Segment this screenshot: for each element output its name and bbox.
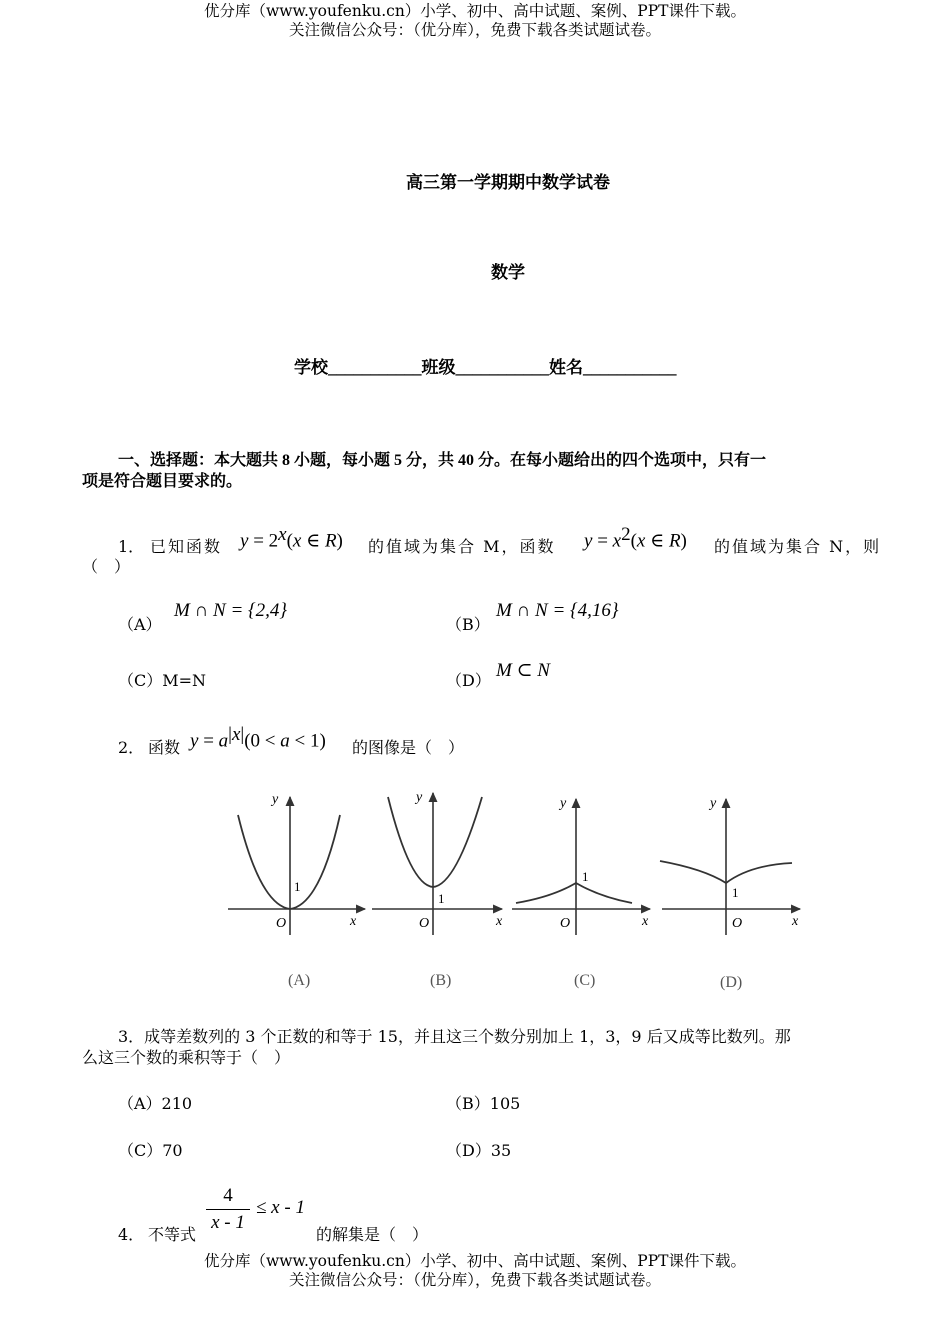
q4-text-1: 不等式 xyxy=(148,1225,197,1244)
graph-c-y-label: y xyxy=(560,796,567,811)
q1-option-b-label: （B） xyxy=(446,615,490,634)
q1-text-2: 的值域为集合 M，函数 xyxy=(368,537,556,556)
q3-option-b: （B）105 xyxy=(446,1094,521,1113)
graph-d-origin: O xyxy=(732,916,743,931)
q4-numerator: 4 xyxy=(223,1185,233,1206)
q1-answer-blank: （ ） xyxy=(82,557,131,576)
q1-number: 1． xyxy=(118,537,145,556)
exam-info-line: 学校___________班级___________姓名___________ xyxy=(294,358,677,377)
q1-option-a xyxy=(118,612,162,635)
graph-d-y-label: y xyxy=(710,796,717,811)
q3-option-d: （D）35 xyxy=(446,1141,512,1160)
exam-subject: 数学 xyxy=(491,263,525,282)
section-heading-line-1: 一、选择题：本大题共 8 小题，每小题 5 分，共 40 分。在每小题给出的四个选项中，只有一 xyxy=(118,452,767,469)
header-line-2: 关注微信公众号：（优分库），免费下载各类试题试卷。 xyxy=(288,21,661,39)
q4-denominator: x - 1 xyxy=(211,1212,245,1233)
footer-line-1: 优分库（www.youfenku.cn）小学、初中、高中试题、案例、PPT课件下载。 xyxy=(203,1252,747,1270)
graph-d-x-label: x xyxy=(792,914,799,929)
header-line-1: 优分库（www.youfenku.cn）小学、初中、高中试题、案例、PPT课件下载。 xyxy=(203,2,747,20)
graph-c-origin: O xyxy=(560,916,571,931)
q2-graphs xyxy=(220,785,820,995)
graph-a-x-label: x xyxy=(350,914,357,929)
graph-a-label: (A) xyxy=(288,972,311,989)
q4-text-2: 的解集是（ ） xyxy=(316,1225,429,1244)
q4-fraction xyxy=(206,1184,250,1235)
q1-text-3: 的值域为集合 N，则 xyxy=(714,537,882,556)
graph-b-y-label: y xyxy=(416,790,423,805)
q4-number: 4． xyxy=(118,1225,145,1244)
graph-a-y-label: y xyxy=(272,792,279,807)
graph-b-one: 1 xyxy=(438,891,445,906)
graph-b-x-label: x xyxy=(496,914,503,929)
graph-c xyxy=(512,796,650,989)
q3-line-2: 么这三个数的乘积等于（ ） xyxy=(82,1048,291,1067)
q4-rhs: ≤ x - 1 xyxy=(256,1197,305,1218)
q1-formula-1: $y = 2^x(x$ ∈ R) xyxy=(240,524,343,552)
graph-d-one: 1 xyxy=(732,885,739,900)
footer-line-2: 关注微信公众号：（优分库），免费下载各类试题试卷。 xyxy=(288,1271,661,1289)
q1-option-c: （C）M=N xyxy=(118,671,207,690)
q1-text-1: 已知函数 xyxy=(150,537,223,556)
q1-option-d xyxy=(446,668,491,691)
graph-b xyxy=(372,790,503,989)
graph-c-x-label: x xyxy=(642,914,649,929)
q1-option-b xyxy=(446,612,490,635)
q2-text-2: 的图像是（ ） xyxy=(352,738,465,757)
graph-d-label: (D) xyxy=(720,974,743,991)
q1-formula-2: $y = x^2(x$ ∈ R) xyxy=(584,524,687,552)
q2-text-1: 函数 xyxy=(148,738,181,757)
q1-option-d-math: M ⊂ N xyxy=(496,660,550,681)
q1-option-a-math: M ∩ N = {2,4} xyxy=(174,600,287,621)
q3-option-c: （C）70 xyxy=(118,1141,183,1160)
q3-line-1: 3．成等差数列的 3 个正数的和等于 15，并且这三个数分别加上 1，3，9 后又成等比数列。那 xyxy=(118,1027,791,1046)
graph-a-origin: O xyxy=(276,916,287,931)
graph-b-label: (B) xyxy=(430,972,452,989)
graph-c-one: 1 xyxy=(582,869,589,884)
q3-option-a: （A）210 xyxy=(118,1094,193,1113)
section-heading-line-2: 项是符合题目要求的。 xyxy=(82,473,243,490)
exam-title: 高三第一学期期中数学试卷 xyxy=(406,173,610,192)
graph-a xyxy=(228,792,365,989)
q1-option-a-label: （A） xyxy=(118,615,162,634)
q2-number: 2． xyxy=(118,738,145,757)
q1-option-b-math: M ∩ N = {4,16} xyxy=(496,600,619,621)
q1-option-d-label: （D） xyxy=(446,671,491,690)
q2-formula: $y = a^{|x|}(0 < a < 1)$ xyxy=(190,724,326,752)
graph-a-one: 1 xyxy=(294,879,301,894)
graph-b-origin: O xyxy=(419,916,430,931)
graph-c-label: (C) xyxy=(574,972,596,989)
graph-d xyxy=(660,796,800,991)
